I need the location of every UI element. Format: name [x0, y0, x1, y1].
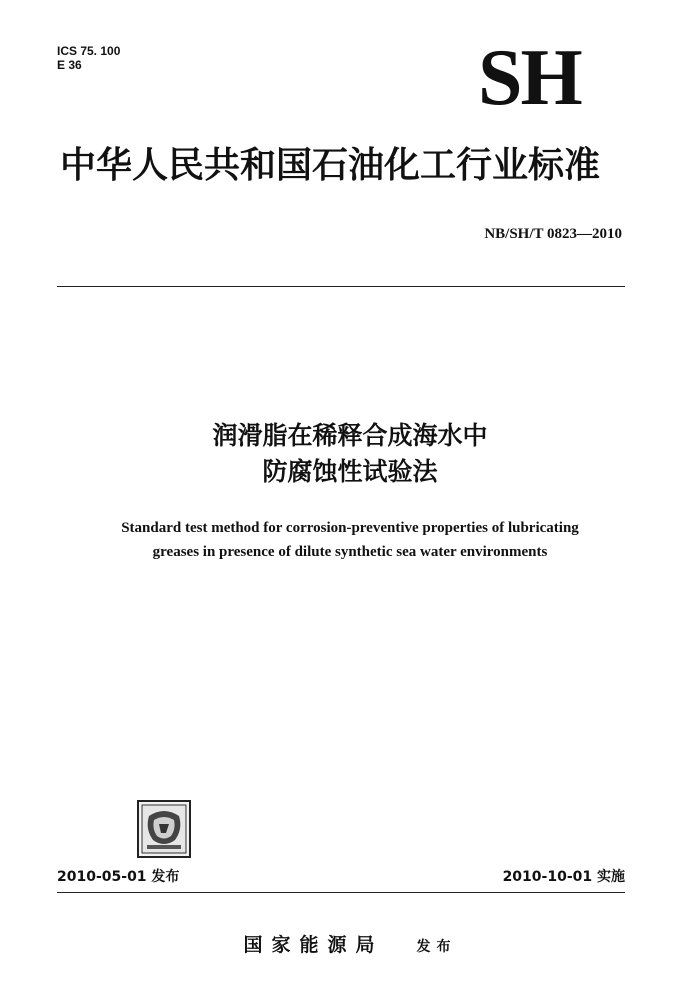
- seal-graphic: [139, 802, 189, 856]
- implementation-date: 2010-10-01 实施: [502, 869, 625, 885]
- english-title: [0, 516, 700, 564]
- english-title-line-1: Standard test method for corrosion-preventive properties of lubricating: [121, 520, 579, 536]
- standard-number: NB/SH/T 0823—2010: [484, 226, 622, 242]
- english-title-line-2: greases in presence of dilute synthetic sea water environments: [152, 544, 548, 560]
- certification-seal-icon: [137, 800, 191, 858]
- chinese-title-line-1: 润滑脂在稀释合成海水中: [212, 421, 488, 450]
- publisher-name: 国家能源局: [243, 934, 384, 956]
- issue-date: 2010-05-01 发布: [57, 869, 180, 885]
- standard-category-title: 中华人民共和国石油化工行业标准: [60, 145, 601, 186]
- publisher-line: [0, 930, 700, 957]
- publisher-action: 发布: [416, 939, 457, 955]
- ics-code: ICS 75. 100: [57, 44, 121, 58]
- sh-logo: SH: [478, 34, 581, 122]
- ccs-code: E 36: [57, 58, 82, 72]
- top-divider: [57, 286, 625, 287]
- classification-codes: [57, 44, 120, 72]
- chinese-title: [0, 418, 700, 490]
- chinese-title-line-2: 防腐蚀性试验法: [262, 457, 438, 486]
- bottom-divider: [57, 892, 625, 893]
